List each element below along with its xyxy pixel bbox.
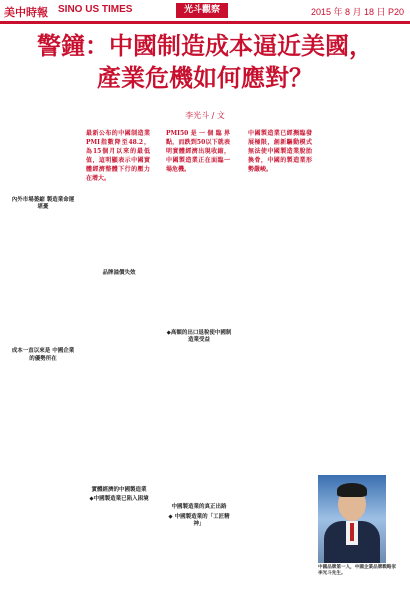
intro-column-3: 中國製造業已經瀕臨發展極限，創新驅動模式無法使中國製造業脫胎換骨，中國的製造業形勢嚴峻。: [248, 130, 312, 173]
article-column-3: [166, 190, 232, 590]
subhead-real-economy: 實體經濟的中國製造業: [91, 487, 147, 494]
subhead-real-way-out: 中國製造業的真正出路: [171, 504, 227, 511]
headline-line-1: 警鐘：中國制造成本逼近美國，: [37, 32, 373, 60]
sidebar-heading: 內外市場萎縮 製造業命運堪憂: [11, 197, 75, 211]
header-rule: [0, 21, 410, 24]
subhead-dilemma: ◆中國製造業已陷入困境: [89, 496, 149, 503]
intro-column-1: 最新公布的中國制造業PMI指數降至48.2，為15個月以來的最低值，這明顯表示中國實體經濟整體下行的壓力在增大。: [86, 130, 150, 181]
photo-caption: 中國品牌第一人，中國企業品牌戰略家李光斗先生。: [318, 565, 397, 576]
headline-line-2: 產業危機如何應對？: [97, 64, 313, 92]
sidebar-subheading: 成本一直以來是 中國企業的優勢所在: [11, 348, 75, 362]
newspaper-logo: 美中時報: [4, 6, 48, 19]
article-column-2: [86, 190, 152, 590]
subhead-export-rebate: ◆高額的出口退稅使中國制造業受益: [166, 330, 232, 344]
author-byline: 李光斗 / 文: [185, 111, 225, 120]
intro-column-2: PMI50是一個臨界點，而跌到50以下就表明實體經濟出現收縮，中國製造業正在面臨一場危機。: [166, 130, 230, 173]
masthead: [0, 0, 410, 22]
subhead-brand-premium: 品牌溢價失效: [102, 270, 136, 276]
article-column-4: [248, 190, 314, 590]
issue-date: 2015 年 8 月 18 日 P20: [310, 7, 404, 17]
article-column-1: [10, 195, 76, 590]
brand-name: SINO US TIMES: [58, 4, 133, 15]
section-badge: 光斗觀察: [176, 3, 228, 18]
author-photo: [318, 475, 386, 563]
article-column-5: [326, 190, 394, 470]
subhead-craftsman-spirit: ◆ 中國製造業的「工匠精神」: [168, 513, 230, 527]
